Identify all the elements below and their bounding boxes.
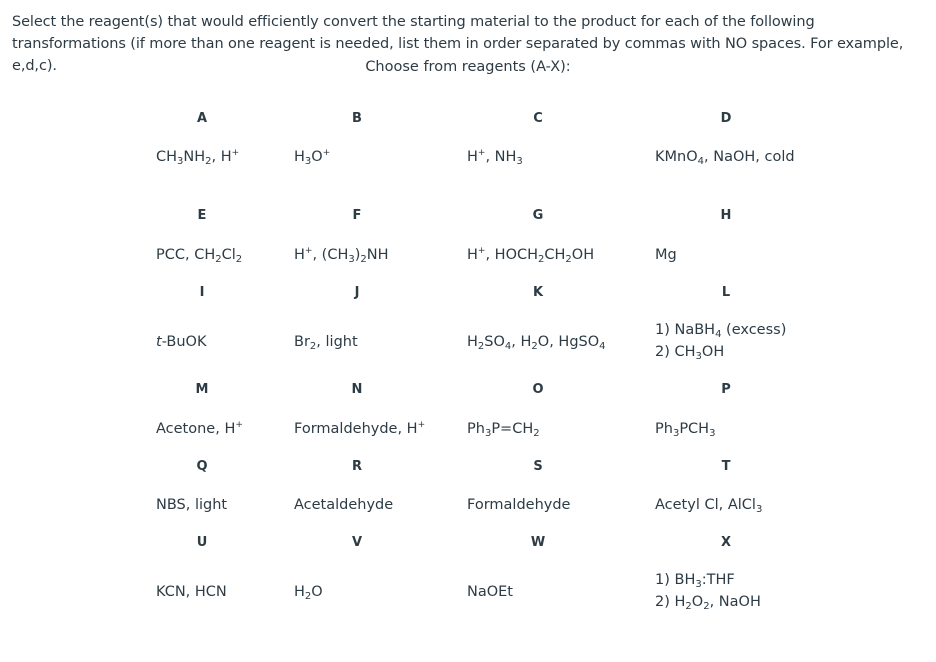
reagent-letter-k: K <box>532 285 544 300</box>
reagent-q: NBS, light <box>156 497 228 513</box>
reagent-o: $Ph_3P=CH_2$ <box>467 421 540 439</box>
reagent-letter-v: V <box>351 535 363 550</box>
reagent-a: $CH_3NH_2$, H+ <box>156 148 240 167</box>
question-instructions: Select the reagent(s) that would efficiently convert the starting material to the product for each of the following transformations (if more than one reagent is needed, list them in order separated by commas with NO spaces. For example, e,d,c). <box>12 14 904 74</box>
reagent-h: Mg <box>655 247 677 263</box>
reagent-letter-c: C <box>533 111 543 126</box>
reagent-letter-q: Q <box>196 459 208 474</box>
reagent-l-step-2: 2) $CH_3OH$ <box>655 344 725 362</box>
reagent-letter-b: B <box>352 111 362 126</box>
reagent-p: $Ph_3PCH_3$ <box>655 421 716 439</box>
reagent-letter-g: G <box>532 208 544 223</box>
reagent-letter-t: T <box>721 459 731 474</box>
reagent-letter-o: O <box>532 382 544 397</box>
reagent-letter-h: H <box>720 208 732 223</box>
reagent-f: H+, $(CH_3)_2NH$ <box>294 246 389 265</box>
reagent-x-step-2: 2) $H_2O_2$, NaOH <box>655 594 761 612</box>
reagent-letter-j: J <box>354 285 360 300</box>
reagent-g: H+, $HOCH_2CH_2OH$ <box>467 246 595 265</box>
reagent-j: $Br_2$, light <box>294 334 358 352</box>
reagent-n: Formaldehyde, H+ <box>294 420 426 437</box>
reagent-letter-m: M <box>195 382 209 397</box>
reagent-r: Acetaldehyde <box>294 497 394 513</box>
reagent-b: $H_3O^+$ <box>294 148 331 167</box>
choose-prompt: Choose from reagents (A-X): <box>365 59 571 75</box>
reagent-x-step-1: 1) $BH_3:THF$ <box>655 572 735 590</box>
reagent-u: KCN, HCN <box>156 584 227 600</box>
reagent-letter-u: U <box>196 535 208 550</box>
reagent-letter-n: N <box>351 382 363 397</box>
reagent-s: Formaldehyde <box>467 497 571 513</box>
reagent-letter-i: I <box>199 285 205 300</box>
reagent-letter-p: P <box>721 382 731 397</box>
reagent-letter-x: X <box>720 535 732 550</box>
reagent-letter-f: F <box>352 208 362 223</box>
reagent-m: Acetone, H+ <box>156 420 243 437</box>
reagent-l-step-1: 1) NaBH$_4$ (excess) <box>655 322 787 340</box>
reagent-letter-r: R <box>351 459 362 474</box>
reagent-t: Acetyl Cl, AlCl$_3$ <box>655 497 763 515</box>
reagent-letter-e: E <box>197 208 207 223</box>
reagent-letter-w: W <box>530 535 546 550</box>
reagent-letter-s: S <box>533 459 543 474</box>
reagent-d: KMnO$_4$, NaOH, cold <box>655 149 795 167</box>
reagent-e: PCC, $CH_2Cl_2$ <box>156 247 243 265</box>
reagent-c: H+, $NH_3$ <box>467 148 523 167</box>
reagent-letter-a: A <box>196 111 208 126</box>
reagent-letter-l: L <box>721 285 731 300</box>
reagent-i: t-BuOK <box>156 334 207 350</box>
reagent-letter-d: D <box>720 111 732 126</box>
reagent-v: $H_2O$ <box>294 584 323 602</box>
reagent-w: NaOEt <box>467 584 513 600</box>
reagent-k: $H_2SO_4$, $H_2O$, HgSO$_4$ <box>467 334 606 352</box>
